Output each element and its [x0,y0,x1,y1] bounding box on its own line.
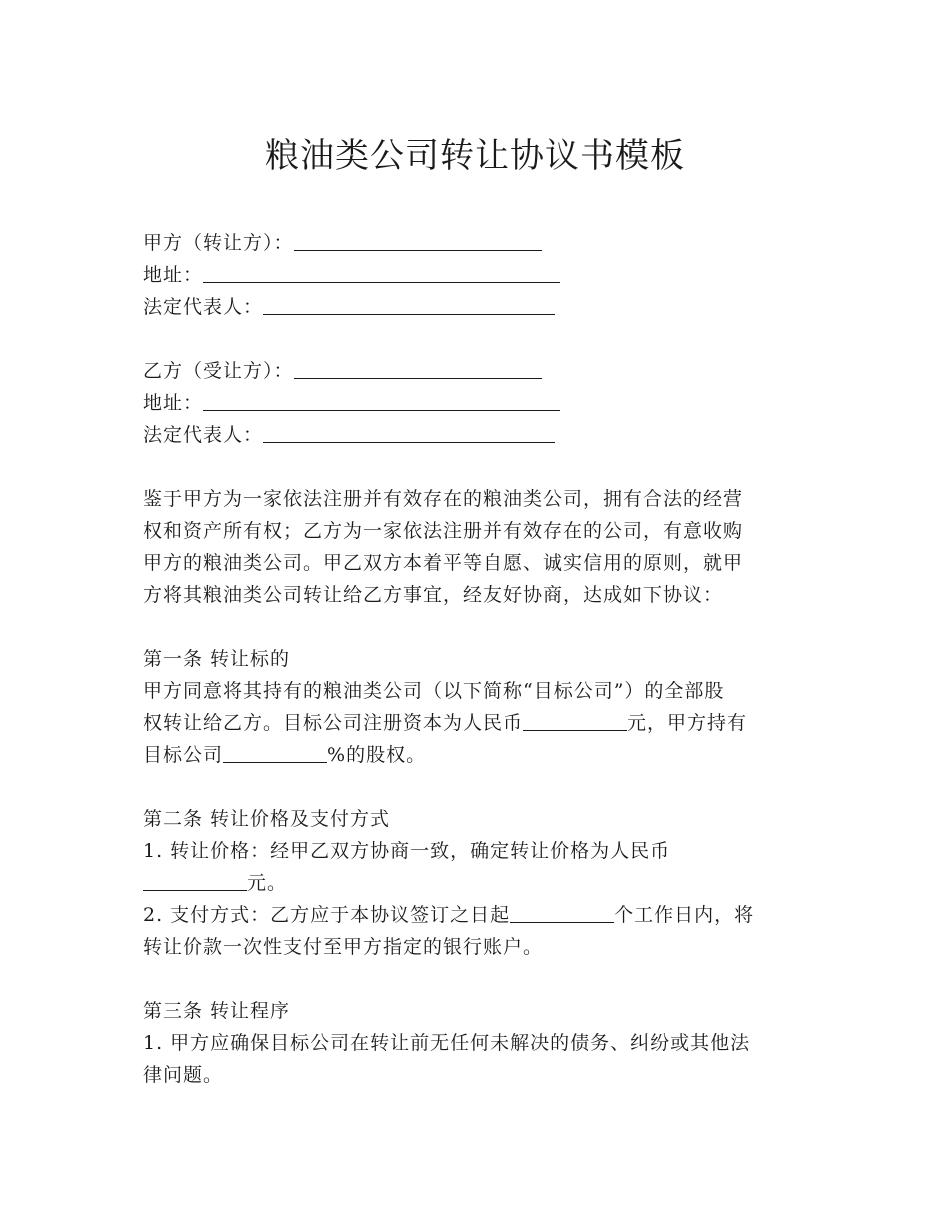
party-a-address-blank [203,261,560,283]
article-2 [143,803,808,963]
party-a-address-label: 地址： [143,264,204,286]
spacer [143,451,808,483]
party-a-name-blank [294,229,542,251]
article-2-line: 1. 转让价格：经甲乙双方协商一致，确定转让价格为人民币 [143,840,671,862]
party-b-line [143,355,808,387]
article-1-text: 权转让给乙方。目标公司注册资本为人民币 [143,712,524,734]
party-b-address-blank [203,389,560,411]
article-3-line: 律问题。 [143,1064,224,1086]
party-b-rep-blank [263,421,555,443]
party-b-name-blank [294,357,542,379]
article-3 [143,995,808,1091]
party-b-rep-label: 法定代表人： [143,424,264,446]
party-a-line [143,227,808,259]
party-a-section [143,227,808,323]
party-a-rep-label: 法定代表人： [143,296,264,318]
equity-percent-blank [223,741,327,763]
article-1-text: 元，甲方持有 [627,712,748,734]
spacer [143,611,808,643]
preamble-line: 权和资产所有权；乙方为一家依法注册并有效存在的公司，有意收购 [143,520,744,542]
party-b-address-line [143,387,808,419]
article-3-heading: 第三条 转让程序 [143,1000,291,1022]
article-2-heading: 第二条 转让价格及支付方式 [143,808,391,830]
article-1-line [143,707,808,739]
article-2-text: 元。 [247,872,288,894]
article-1-text: %的股权。 [327,744,427,766]
party-b-rep-line [143,419,808,451]
article-1-text: 目标公司 [143,744,224,766]
preamble-paragraph [143,483,808,611]
article-3-line: 1. 甲方应确保目标公司在转让前无任何未解决的债务、纠纷或其他法 [143,1032,751,1054]
spacer [143,963,808,995]
article-1-line [143,739,808,771]
article-2-text: 2. 支付方式：乙方应于本协议签订之日起 [143,904,511,926]
party-b-address-label: 地址： [143,392,204,414]
payment-days-blank [510,901,614,923]
party-a-label: 甲方（转让方）： [143,232,294,254]
article-1-line: 甲方同意将其持有的粮油类公司（以下简称“目标公司”）的全部股 [143,680,725,702]
party-a-rep-line [143,291,808,323]
article-1-heading: 第一条 转让标的 [143,648,291,670]
document-body [143,227,808,1091]
transfer-price-blank [143,869,247,891]
document-title: 粮油类公司转让协议书模板 [265,136,685,176]
article-2-line [143,899,808,931]
party-b-label: 乙方（受让方）： [143,360,294,382]
party-b-section [143,355,808,451]
article-2-line [143,867,808,899]
spacer [143,771,808,803]
preamble-line: 鉴于甲方为一家依法注册并有效存在的粮油类公司，拥有合法的经营 [143,488,744,510]
article-2-line: 转让价款一次性支付至甲方指定的银行账户。 [143,936,544,958]
article-2-text: 个工作日内，将 [614,904,755,926]
preamble-line: 方将其粮油类公司转让给乙方事宜，经友好协商，达成如下协议： [143,584,724,606]
article-1 [143,643,808,771]
party-a-rep-blank [263,293,555,315]
preamble-line: 甲方的粮油类公司。甲乙双方本着平等自愿、诚实信用的原则，就甲 [143,552,744,574]
registered-capital-blank [523,709,627,731]
party-a-address-line [143,259,808,291]
spacer [143,323,808,355]
